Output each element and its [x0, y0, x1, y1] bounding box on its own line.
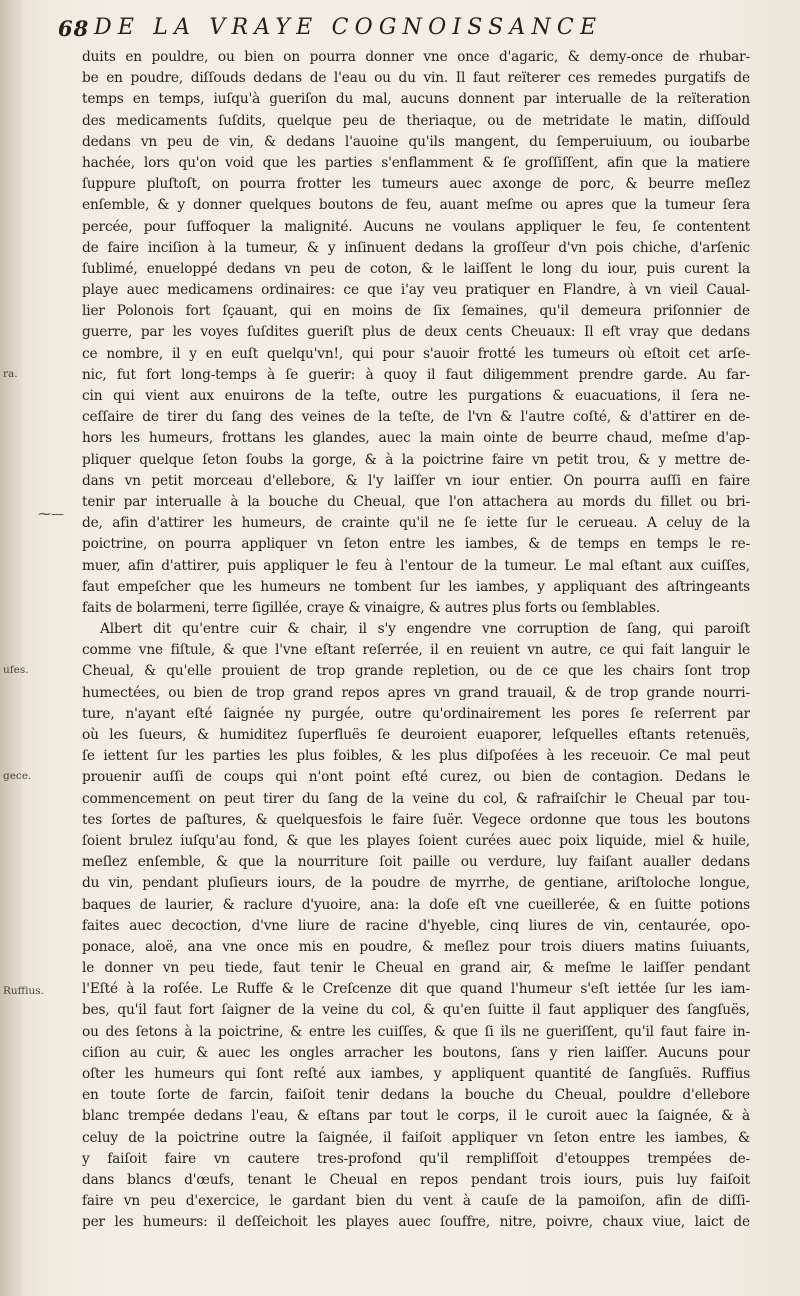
text-line: dans vn petit morceau d'ellebore, & l'y laiſſer vn iour entier. On pourra auſſi en faire — [82, 472, 750, 489]
text-line: dedans vn peu de vin, & dedans l'auoine qu'ils mangent, du ſemperuiuum, ou ioubarbe — [82, 133, 750, 150]
text-line: humectées, ou bien de trop grand repos apres vn grand trauail, & de trop grande nourri- — [82, 684, 750, 701]
text-line: faire vn peu d'exercice, le gardant bien du vent à cauſe de la pamoiſon, afin de diſſi- — [82, 1193, 750, 1210]
margin-note: ufes. — [3, 664, 29, 676]
text-line: ſe iettent ſur les parties les plus foibles, & les plus diſpoſées à les receuoir. Ce mal peut — [82, 748, 750, 765]
text-line: percée, pour ſuffoquer la malignité. Aucuns ne voulans appliquer le feu, ſe contentent — [82, 218, 750, 235]
text-line: temps en temps, iuſqu'à gueriſon du mal, aucuns donnent par interualle de la reïteration — [82, 91, 750, 108]
page-header — [58, 16, 758, 46]
text-line: faut empeſcher que les humeurs ne tombent ſur les iambes, y appliquant des aſtringeants — [82, 578, 750, 595]
text-line: lier Polonois fort ſçauant, qui en moins de ſix ſemaines, qu'il demeura priſonnier de — [82, 303, 750, 320]
text-line: ſublimé, enueloppé dedans vn peu de coton, & le laiſſent le long du iour, puis curent la — [82, 260, 750, 277]
text-line: per les humeurs: il deſſeichoit les playes auec ſouffre, nitre, poivre, chaux viue, laict de — [82, 1214, 750, 1231]
text-line: blanc trempée dedans l'eau, & eſtans par tout le corps, il le curoit auec la ſaignée, & à — [82, 1108, 750, 1125]
text-line: enſemble, & y donner quelques boutons de feu, auant meſme ou apres que la tumeur ſera — [82, 197, 750, 214]
text-line: ſoient brulez iuſqu'au fond, & que les playes ſoient curées auec poix liquide, miel & huile, — [82, 832, 750, 849]
text-line: ce nombre, il y en euſt quelqu'vn!, qui pour s'auoir frotté les tumeurs où eſtoit cet arſe- — [82, 345, 750, 362]
text-line: be en poudre, diſſouds dedans de l'eau ou du vin. Il faut reïterer ces remedes purgatifs de — [82, 70, 750, 87]
text-line: oſter les humeurs qui ſont reſté aux iambes, y appliquent quantité de ſangſuës. Ruffius — [82, 1066, 750, 1082]
text-line: baques de laurier, & raclure d'yuoire, ana: la doſe eſt vne cueillerée, & en ſuitte potions — [82, 896, 750, 913]
margin-note: gece. — [3, 770, 32, 782]
text-line: faites auec decoction, d'vne liure de racine d'hyeble, cinq liures de vin, centaurée, opo- — [82, 917, 750, 934]
text-line: en toute ſorte de farcin, faiſoit tenir dedans la bouche du Cheual, pouldre d'ellebore — [82, 1087, 750, 1104]
text-line: muer, afin d'attirer, puis appliquer le feu à l'entour de la tumeur. Le mal eſtant aux cuiſſes, — [82, 557, 750, 574]
text-line: dans blancs d'œufs, tenant le Cheual en repos pendant trois iours, puis luy faiſoit — [82, 1171, 750, 1188]
text-line: duits en pouldre, ou bien on pourra donner vne once d'agaric, & demy-once de rhubar- — [82, 49, 750, 65]
text-line: ture, n'ayant eſté ſaignée ny purgée, outre qu'ordinairement les pores ſe reſerrent par — [82, 705, 750, 722]
text-line: tes ſortes de paſtures, & quelquesfois le faire ſuër. Vegece ordonne que tous les boutons — [82, 811, 750, 828]
margin-note: Ruffius. — [3, 985, 44, 997]
text-line: ciſion au cuir, & auec les ongles arracher les boutons, ſans y rien laiſſer. Aucuns pour — [82, 1044, 750, 1061]
text-line: de faire inciſion à la tumeur, & y inſinuent dedans la groſſeur d'vn pois chiche, d'arſenic — [82, 239, 750, 256]
text-line: comme vne fiſtule, & que l'vne eſtant reſerrée, il en reuient vn autre, ce qui fait languir le — [82, 642, 750, 659]
text-line: ſuppure pluſtoſt, on pourra frotter les tumeurs auec axonge de porc, & beurre meſlez — [82, 176, 750, 193]
text-line: Albert dit qu'entre cuir & chair, il s'y engendre vne corruption de ſang, qui paroiſt — [100, 621, 750, 638]
text-line: hachée, lors qu'on void que les parties s'enflamment & ſe groſſiſſent, afin que la matiere — [82, 154, 750, 171]
text-line: guerre, par les voyes ſuſdites gueriſt plus de deux cents Cheuaux: Il eſt vray que dedans — [82, 324, 750, 341]
text-line: cin qui vient aux enuirons de la teſte, outre les purgations & euacuations, il ſera ne- — [82, 388, 750, 404]
page-number: 68 — [58, 16, 90, 41]
text-line: y faiſoit faire vn cautere tres-profond qu'il rempliſſoit d'etouppes trempées de- — [82, 1150, 750, 1167]
text-line: bes, qu'il faut fort ſaigner de la veine du col, & qu'en ſuitte il faut appliquer des ſangſuës, — [82, 1002, 750, 1019]
text-line: l'Eſté à la roſée. Le Ruffe & le Creſcenze dit que quand l'humeur s'eſt iettée ſur les iam- — [82, 981, 750, 998]
text-line: le donner vn peu tiede, faut tenir le Cheual en grand air, & meſme le laiſſer pendant — [82, 960, 750, 977]
text-line: celuy de la poictrine outre la ſaignée, il faiſoit appliquer vn ſeton entre les iambes, & — [82, 1129, 750, 1146]
text-line: ponace, aloë, ana vne once mis en poudre, & meſlez pour trois diuers matins ſuiuants, — [82, 938, 750, 955]
body-text — [82, 47, 750, 1234]
text-line: Cheual, & qu'elle prouient de trop grande repletion, ou de ce que les chairs ſont trop — [82, 663, 750, 680]
text-line: ou des ſetons à la poictrine, & entre les cuiſſes, & que ſi ils ne gueriſſent, qu'il faut faire in- — [82, 1023, 750, 1040]
text-line: pliquer quelque ſeton ſoubs la gorge, & à la poictrine faire vn petit trou, & y mettre de- — [82, 451, 750, 468]
text-line: où les ſueurs, & humiditez ſuperfluës ſe deuroient euaporer, leſquelles eſtants retenuës, — [82, 727, 750, 743]
text-line: prouenir auſſi de coups qui n'ont point eſté curez, ou bien de contagion. Dedans le — [82, 769, 750, 786]
running-title: DE LA VRAYE COGNOISSANCE — [94, 15, 603, 40]
text-line: des medicaments ſuſdits, quelque peu de theriaque, ou de metridate le matin, diſſould — [82, 112, 750, 129]
text-line: nic, fut fort long-temps à ſe guerir: à quoy il faut diligemment prendre garde. Au far- — [82, 366, 750, 383]
margin-note: ra. — [3, 368, 18, 380]
margin-dash: ⁓— — [38, 507, 64, 522]
text-line: commencement on peut tirer du ſang de la veine du col, & rafraiſchir le Cheual par tou- — [82, 790, 750, 807]
text-line: poictrine, on pourra appliquer vn ſeton entre les iambes, & de temps en temps le re- — [82, 536, 750, 553]
text-line: meſlez enſemble, & que la nourriture ſoit paille ou verdure, luy faiſant aualler dedans — [82, 854, 750, 871]
text-line: tenir par interualle à la bouche du Cheual, que l'on attachera au mords du fillet ou bri- — [82, 493, 750, 510]
text-line: ceſſaire de tirer du ſang des veines de la teſte, de l'vn & l'autre coſté, & d'attirer en de- — [82, 409, 750, 426]
text-line: de, afin d'attirer les humeurs, de crainte qu'il ne ſe iette ſur le cerueau. A celuy de la — [82, 515, 750, 532]
binding-gutter — [0, 0, 22, 1296]
text-line: faits de bolarmeni, terre ſigillée, craye & vinaigre, & autres plus forts ou ſemblables. — [82, 599, 661, 616]
text-line: du vin, pendant pluſieurs iours, de la poudre de myrrhe, de gentiane, ariſtoloche longue, — [82, 875, 750, 892]
text-line: playe auec medicamens ordinaires: ce que i'ay veu pratiquer en Flandre, à vn vieil Caual- — [82, 282, 750, 299]
text-line: hors les humeurs, frottans les glandes, auec la main ointe de beurre chaud, meſme d'ap- — [82, 430, 750, 447]
